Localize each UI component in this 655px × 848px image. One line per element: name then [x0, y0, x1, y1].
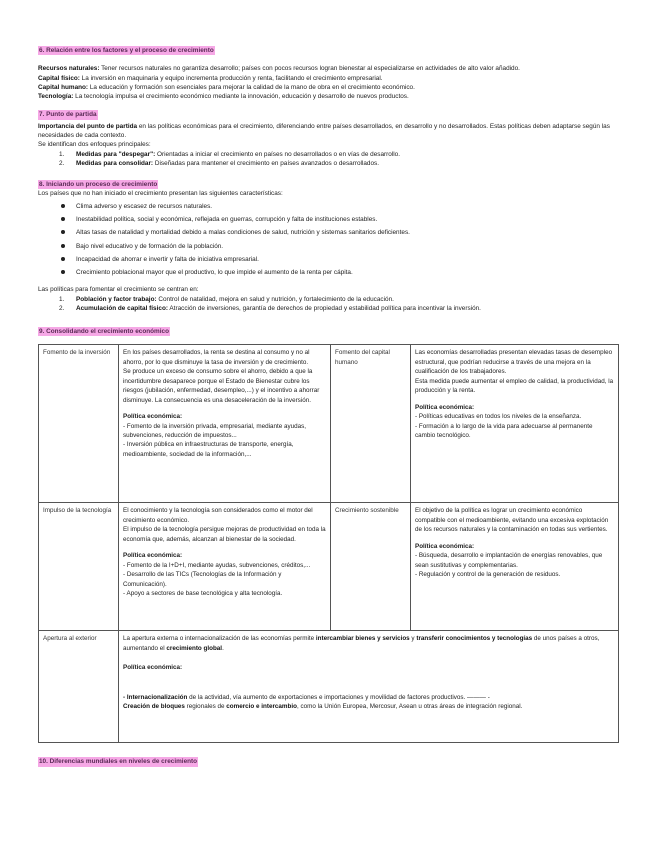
cell-tecnologia: El conocimiento y la tecnología son considerados como el motor del crecimiento económico. El impulso de la tecnología persigue mejoras de productividad en toda la economía que, además, alcanzan al bienestar de la sociedad. Política económica: - Fomento de la I+D+I, mediante ayudas, subvenciones, créditos,... - Desarrollo de las TICs (Tecnologías de la Información y Comunicación). - Apoyo a sectores de base tecnológica y alta tecnología.: [119, 503, 331, 631]
list-item: Crecimiento poblacional mayor que el productivo, lo que impide el aumento de la renta per cápita.: [38, 268, 618, 277]
list-item: 2. Medidas para consolidar: Diseñadas para mantener el crecimiento en países avanzados o desarrollados.: [59, 159, 379, 167]
section-8-intro: Los países que no han iniciado el crecimiento presentan las siguientes características:: [38, 190, 283, 198]
cell-capital-humano: Las economías desarrolladas presentan elevadas tasas de desempleo estructural, que podrían reducirse a través de una mejora en la cualificación de los trabajadores. Esta medida puede aumentar el empleo de calidad, la productividad, la producción y la renta. Política económica: - Políticas educativas en todos los niveles de la enseñanza. - Formación a lo largo de la vida para adecuarse al permanente cambio tecnológico.: [411, 345, 619, 503]
list-item: Clima adverso y escasez de recursos naturales.: [38, 202, 618, 211]
list-item: Bajo nivel educativo y de formación de la población.: [38, 242, 618, 251]
section-8-bullets: [38, 202, 618, 278]
list-item: Altas tasas de natalidad y mortalidad debido a malas condiciones de salud, nutrición y sistemas sanitarios deficientes.: [38, 228, 618, 237]
table-row: [39, 503, 619, 631]
policy-table: [38, 344, 619, 743]
cell-sostenible-label: Crecimiento sostenible: [331, 503, 411, 631]
table-row: [39, 345, 619, 503]
section-7: [38, 110, 618, 168]
section-8-policies-intro: Las políticas para fomentar el crecimiento se centran en:: [38, 286, 199, 294]
list-item: 1. Medidas para "despegar": Orientadas a iniciar el crecimiento en países no desarrollados o en vías de desarrollo.: [59, 150, 400, 158]
cell-fomento-inversion-label: Fomento de la inversión: [39, 345, 119, 503]
section-8: [38, 180, 618, 313]
cell-sostenible: El objetivo de la política es lograr un crecimiento económico compatible con el medioambiente, evitando una excesiva explotación de los recursos naturales y la contaminación en todas sus vertientes. Política económica: - Búsqueda, desarrollo e implantación de energías renovables, que sean sustitutivas y complementarias. - Regulación y control de la generación de residuos.: [411, 503, 619, 631]
section-9-title: 9. Consolidando el crecimiento económico: [39, 328, 169, 336]
factor-recursos: Recursos naturales: Tener recursos naturales no garantiza desarrollo; países con pocos recursos logran bienestar al especializarse en actividades de alto valor añadido.: [38, 65, 520, 73]
cell-apertura-label: Apertura al exterior: [39, 631, 119, 743]
cell-tecnologia-label: Impulso de la tecnología: [39, 503, 119, 631]
section-7-intro: Importancia del punto de partida en las políticas económicas para el crecimiento, diferenciando entre países desarrollados, en desarrollo y no desarrollados. Estas políticas deben adaptarse según las necesidades de cada contexto.: [38, 122, 610, 139]
cell-apertura: La apertura externa o internacionalización de las economías permite intercambiar bienes y servicios y transferir conocimientos y tecnologías de unos países a otros, aumentando el crecimiento global. Política económica: - Internacionalización de la actividad, vía aumento de exportaciones e importaciones y movilidad de factores productivos. ——— - Creación de bloques regionales de comercio e intercambio, como la Unión Europea, Mercosur, Asean u otras áreas de integración regional.: [119, 631, 619, 743]
cell-fomento-inversion: En los países desarrollados, la renta se destina al consumo y no al ahorro, por lo que disminuye la tasa de inversión y de crecimiento. Se produce un exceso de consumo sobre el ahorro, debido a que la incertidumbre desaparece porque el Estado de Bienestar cubre los riesgos (jubilación, enfermedad, desempleo,...) y el incentivo a ahorrar disminuye. La consecuencia es una desaceleración de la inversión. Política económica: - Fomento de la inversión privada, empresarial, mediante ayudas, subvenciones, reducción de impuestos... - Inversión pública en infraestructuras de transporte, energía, medioambiente, sociedad de la información,...: [119, 345, 331, 503]
list-item: 2. Acumulación de capital físico: Atracción de inversiones, garantía de derechos de propiedad y estabilidad política para incentivar la inversión.: [59, 304, 481, 312]
section-10-title: 10. Diferencias mundiales en niveles de crecimiento: [39, 758, 198, 766]
cell-capital-humano-label: Fomento del capital humano: [331, 345, 411, 503]
section-6: [38, 46, 618, 101]
section-10: [38, 757, 618, 775]
factor-tecnologia: Tecnología: La tecnología impulsa el crecimiento económico mediante la innovación, educación y desarrollo de nuevos productos.: [38, 93, 409, 101]
section-8-title: 8. Iniciando un proceso de crecimiento: [39, 181, 158, 189]
section-9: [38, 327, 618, 743]
section-7-list: [38, 150, 618, 169]
factor-capital-humano: Capital humano: La educación y formación son esenciales para mejorar la calidad de la mano de obra en el crecimiento económico.: [38, 83, 415, 91]
section-7-line: Se identifican dos enfoques principales:: [38, 141, 151, 149]
list-item: Incapacidad de ahorrar e invertir y falta de iniciativa empresarial.: [38, 255, 618, 264]
document-page: [38, 46, 618, 785]
list-item: 1. Población y factor trabajo: Control de natalidad, mejora en salud y nutrición, y fortalecimiento de la educación.: [59, 295, 394, 303]
section-6-title: 6. Relación entre los factores y el proceso de crecimiento: [39, 47, 214, 54]
section-8-list: [38, 295, 618, 314]
section-7-title: 7. Punto de partida: [39, 111, 97, 119]
table-row: [39, 631, 619, 743]
list-item: Inestabilidad política, social y económica, reflejada en guerras, corrupción y falta de instituciones estables.: [38, 215, 618, 224]
factor-capital-fisico: Capital físico: La inversión en maquinaria y equipo incrementa producción y renta, facilitando el crecimiento empresarial.: [38, 74, 383, 82]
section-6-items: [38, 64, 618, 101]
